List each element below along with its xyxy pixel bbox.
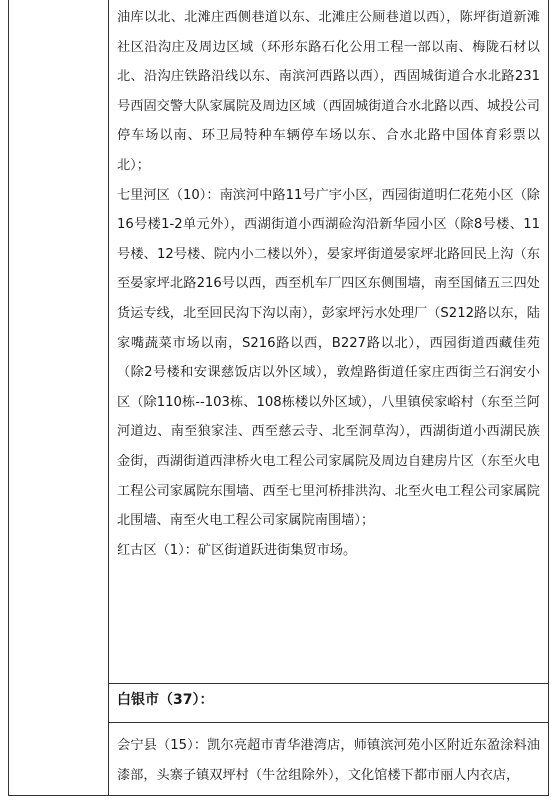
document-table [8, 0, 549, 796]
table-cell-district-list [117, 3, 540, 565]
table-cell-city-heading [117, 686, 540, 716]
table-left-cell [9, 0, 109, 795]
row-divider [109, 683, 548, 684]
paragraph-qilihe-district: 七里河区（10）：南滨河中路11号广宇小区，西园街道明仁花苑小区（除16号楼1-2单元外），西湖街道小西湖硷沟沿新华园小区（除8号楼、11号楼、12号楼、院内小二楼以外），晏家坪街道晏家坪北路回民上沟（东至晏家坪北路216号以西，西至机车厂四区东侧围墙，南至国储五三四处货运专线，北至回民沟下沟以南），彭家坪污水处理厂（S212路以东，陆家嘴蔬菜市场以南，S216路以西，B227路以北），西园街道西藏佳苑（除2号楼和安课慈饭店以外区域），敦煌路街道任家庄西街兰石润安小区（除110栋--103栋、108栋楼以外区域），八里镇侯家峪村（东至兰阿河道边、南至狼家洼、西至慈云寺、北至洞草沟），西湖街道小西湖民族金街，西湖街道西津桥火电工程公司家属院及周边自建房片区（东至火电工程公司家属院东围墙、西至七里河桥排洪沟、北至火电工程公司家属院北围墙、南至火电工程公司家属院南围墙）； [117, 187, 540, 529]
city-heading-baiyin: 白银市（37）： [117, 692, 214, 708]
table-cell-huining-county [117, 731, 540, 790]
paragraph-xigu-areas: 油库以北、北滩庄西侧巷道以东、北滩庄公厕巷道以西），陈坪街道新滩社区沿沟庄及周边区域（环形东路石化公用工程一部以南、梅陇石材以北、沿沟庄铁路沿线以东、南滨河西路以西），西固城街道合水北路231号西固交警大队家属院及周边区域（西固城街道合水北路以西、城投公司停车场以南、环卫局特种车辆停车场以东、合水北路中国体育彩票以北）； [117, 10, 540, 173]
paragraph-honggu-district: 红古区（1）：矿区街道跃进街集贸市场。 [117, 542, 357, 558]
paragraph-huining-county: 会宁县（15）：凯尔亮超市青华港湾店，师镇滨河苑小区附近东盈涂料油漆部，头寨子镇双坪村（牛岔组除外），文化馆楼下都市丽人内衣店， [117, 738, 540, 783]
row-divider [109, 722, 548, 723]
